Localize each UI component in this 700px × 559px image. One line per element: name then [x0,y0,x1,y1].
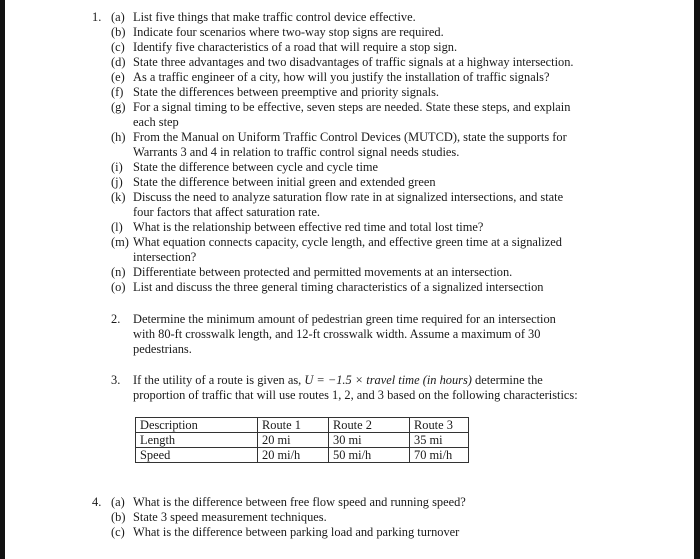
item-label: (a) [111,495,125,509]
table-cell: 70 mi/h [410,448,469,463]
table-cell: Speed [136,448,258,463]
right-screen-edge [694,0,700,559]
item-label: (m) [111,235,129,249]
item-text: Identify five characteristics of a road that will require a stop sign. [133,40,458,54]
question-number: 3. [111,373,121,387]
item-label: (n) [111,265,126,279]
item-label: (c) [111,525,125,539]
item-text: State 3 speed measurement techniques. [133,510,327,524]
item-text: State three advantages and two disadvantages of traffic signals at a highway intersection. [133,55,574,69]
table-cell: 50 mi/h [329,448,410,463]
item-text: What is the difference between free flow speed and running speed? [133,495,466,509]
item-text: What is the difference between parking load and parking turnover [133,525,460,539]
table-row [136,418,469,433]
table-cell: 30 mi [329,433,410,448]
table-cell: 20 mi [258,433,329,448]
left-screen-edge [0,0,5,559]
item-label: (c) [111,40,125,54]
item-label: (k) [111,190,126,204]
table-row [136,433,469,448]
table-cell: Description [136,418,258,433]
item-text: State the differences between preemptive and priority signals. [133,85,439,99]
item-label: (a) [111,10,125,24]
question-number: 1. [92,10,102,24]
item-text: Differentiate between protected and permitted movements at an intersection. [133,265,513,279]
table-cell: Length [136,433,258,448]
item-label: (i) [111,160,123,174]
item-text: From the Manual on Uniform Traffic Control Devices (MUTCD), state the supports for [133,130,567,144]
table-row [136,448,469,463]
table-cell: 35 mi [410,433,469,448]
item-label: (h) [111,130,126,144]
item-text-continued: each step [133,115,179,129]
question-number: 2. [111,312,121,326]
question-text-continued: proportion of traffic that will use routes 1, 2, and 3 based on the following characteristics: [133,388,578,402]
item-label: (b) [111,25,126,39]
question-text-suffix: determine the [471,373,543,387]
item-label: (d) [111,55,126,69]
item-label: (f) [111,85,124,99]
item-label: (b) [111,510,126,524]
route-characteristics-table [135,417,469,463]
question-text [133,373,543,388]
question-text: Determine the minimum amount of pedestrian green time required for an intersection [133,312,556,326]
item-text: Indicate four scenarios where two-way stop signs are required. [133,25,444,39]
item-label: (l) [111,220,123,234]
item-text: For a signal timing to be effective, seven steps are needed. State these steps, and explain [133,100,571,114]
item-text-continued: intersection? [133,250,197,264]
question-text-continued: with 80-ft crosswalk length, and 12-ft crosswalk width. Assume a maximum of 30 [133,327,541,341]
item-text: Discuss the need to analyze saturation flow rate in at signalized intersections, and state [133,190,564,204]
table-cell: Route 1 [258,418,329,433]
item-label: (j) [111,175,123,189]
item-text-continued: Warrants 3 and 4 in relation to traffic control signal needs studies. [133,145,460,159]
question-text-continued: pedestrians. [133,342,192,356]
utility-formula: U = −1.5 × travel time (in hours) [304,373,472,387]
item-text-continued: four factors that affect saturation rate. [133,205,320,219]
table-cell: Route 3 [410,418,469,433]
item-text: What is the relationship between effective red time and total lost time? [133,220,484,234]
table-cell: Route 2 [329,418,410,433]
item-text: State the difference between cycle and cycle time [133,160,379,174]
item-text: List five things that make traffic control device effective. [133,10,416,24]
question-text-prefix: If the utility of a route is given as, [133,373,305,387]
item-label: (e) [111,70,125,84]
item-text: List and discuss the three general timing characteristics of a signalized intersection [133,280,544,294]
item-text: State the difference between initial green and extended green [133,175,436,189]
item-label: (o) [111,280,126,294]
table-cell: 20 mi/h [258,448,329,463]
item-label: (g) [111,100,126,114]
question-number: 4. [92,495,102,509]
item-text: As a traffic engineer of a city, how will you justify the installation of traffic signals? [133,70,550,84]
item-text: What equation connects capacity, cycle length, and effective green time at a signalized [133,235,563,249]
